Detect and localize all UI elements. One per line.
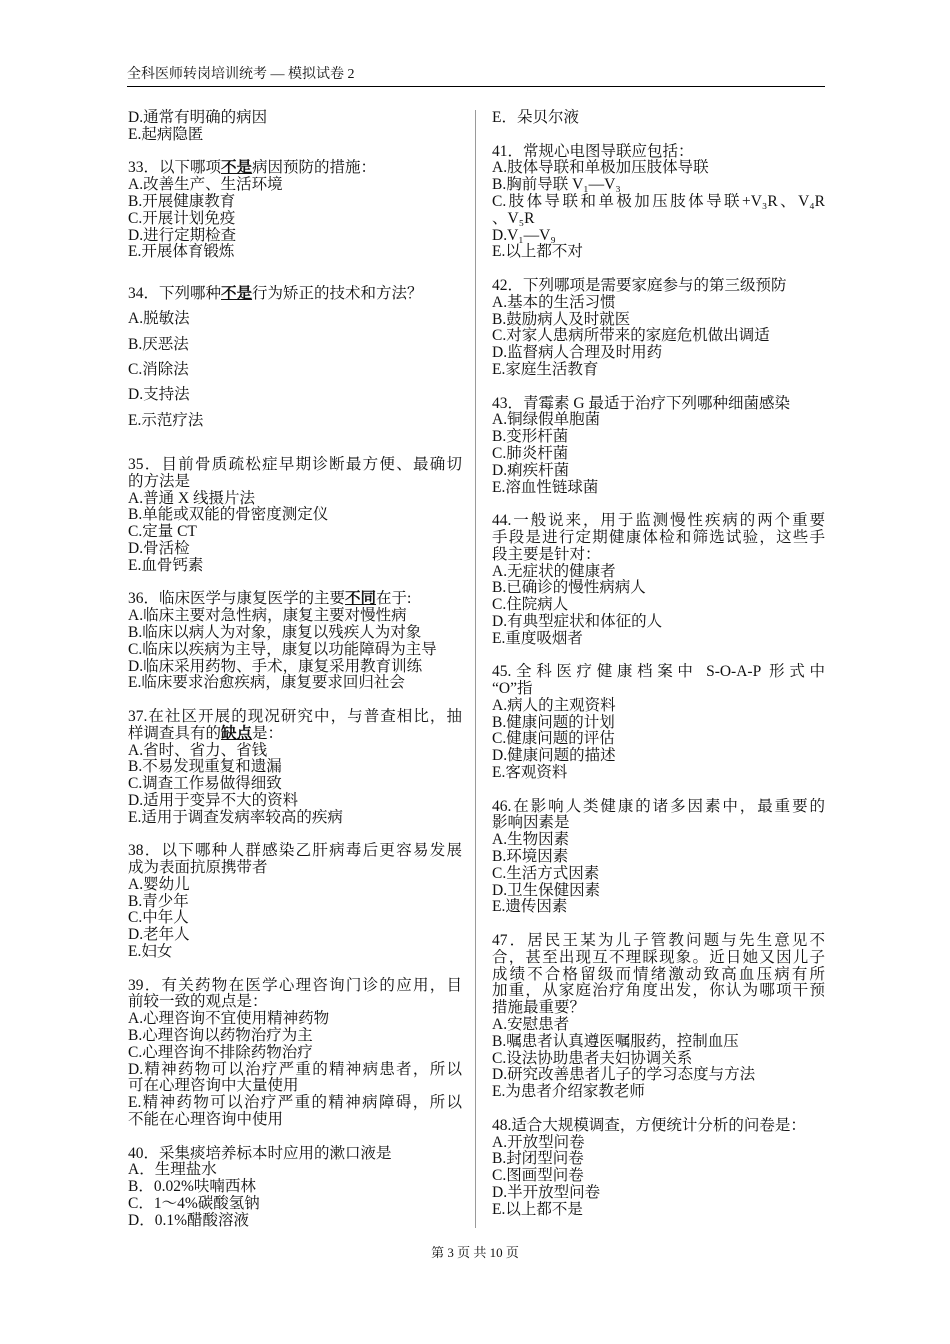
option-48-a: A.开放型问卷 [492, 1133, 585, 1151]
option-34-c: C.消除法 [128, 361, 189, 379]
option-40-d: D．0.1%醋酸溶液 [128, 1211, 249, 1229]
option-44-d: D.有典型症状和体征的人 [492, 612, 663, 630]
question-38 [128, 843, 462, 961]
question-39-stem: 前较一致的观点是： [128, 993, 268, 1011]
option-33-b: B.开展健康教育 [128, 192, 236, 210]
question-42 [492, 278, 825, 379]
option-45-a: A.病人的主观资料 [492, 696, 616, 714]
option-35-a: A.普通 X 线摄片法 [128, 489, 256, 507]
question-36-keyword: 不同 [345, 590, 377, 608]
question-46 [492, 799, 825, 917]
question-36-stem-text: 在于: [376, 590, 412, 608]
option-45-c: C.健康问题的评估 [492, 730, 615, 748]
question-41-stem: 41．常规心电图导联应包括： [492, 142, 694, 160]
question-46-stem: 影响因素是 [492, 814, 570, 832]
option-46-b: B.环境因素 [492, 848, 569, 866]
option-37-c: C.调查工作易做得细致 [128, 775, 282, 793]
option-44-c: C.住院病人 [492, 596, 569, 614]
option-41-d: D.V₁—V₉ [492, 226, 556, 244]
option-44-e: E.重度吸烟者 [492, 629, 583, 647]
option-43-b: B.变形杆菌 [492, 428, 569, 446]
question-35 [128, 457, 462, 575]
option-47-a: A.安慰患者 [492, 1016, 570, 1034]
question-43 [492, 396, 825, 497]
question-47-stem: 47．居民王某为儿子管教问题与先生意见不 [492, 932, 825, 950]
option-42-e: E.家庭生活教育 [492, 360, 599, 378]
option-41-a: A.肢体导联和单极加压肢体导联 [492, 159, 709, 177]
question-37-stem-text: 是： [252, 724, 284, 742]
question-36-stem [128, 591, 462, 608]
option-46-e: E.遗传因素 [492, 898, 568, 916]
question-39-stem: 39．有关药物在医学心理咨询门诊的应用，目 [128, 976, 462, 994]
option-39-d: D.精神药物可以治疗严重的精神病患者，所以 [128, 1060, 462, 1078]
option-41-c-continued: 、V₅R [492, 209, 535, 227]
question-34-stem [128, 281, 462, 306]
option-40-c: C．1～4%碳酸氢钠 [128, 1195, 260, 1213]
option-47-d: D.研究改善患者儿子的学习态度与方法 [492, 1066, 756, 1084]
option-45-e: E.客观资料 [492, 764, 568, 782]
question-47 [492, 933, 825, 1101]
option-48-c: C.图画型问卷 [492, 1167, 584, 1185]
question-41 [492, 144, 825, 262]
page-number: 第 3 页 共 10 页 [431, 1245, 519, 1260]
option-34-d: D.支持法 [128, 386, 190, 404]
question-34-stem-text: 34．下列哪种 [128, 285, 222, 303]
option-41-c: C.肢体导联和单极加压肢体导联+V₃R、V₄R [492, 192, 825, 210]
option-38-e: E.妇女 [128, 943, 173, 961]
option-38-a: A.婴幼儿 [128, 875, 190, 893]
question-33-stem-text: 病因预防的措施： [252, 159, 377, 177]
question-43-stem: 43．青霉素 G 最适于治疗下列哪种细菌感染 [492, 394, 790, 412]
option-46-c: C.生活方式因素 [492, 864, 600, 882]
option-33-e: E.开展体育锻炼 [128, 243, 235, 261]
option-40-b: B．0.02%呋喃西林 [128, 1178, 256, 1196]
question-40 [128, 1146, 462, 1230]
option-39-a: A.心理咨询不宜使用精神药物 [128, 1010, 330, 1028]
option-33-d: D.进行定期检查 [128, 226, 237, 244]
question-38-stem: 成为表面抗原携带者 [128, 859, 268, 877]
question-45 [492, 664, 825, 782]
option-36-d: D.临床采用药物、手术，康复采用教育训练 [128, 657, 423, 675]
question-38-stem: 38．以下哪种人群感染乙肝病毒后更容易发展 [128, 842, 462, 860]
option-35-c: C.定量 CT [128, 523, 197, 541]
option-33-a: A.改善生产、生活环境 [128, 176, 283, 194]
option-35-e: E.血骨钙素 [128, 556, 204, 574]
option-42-d: D.监督病人合理及时用药 [492, 344, 663, 362]
option-38-b: B.青少年 [128, 892, 189, 910]
option-38-d: D.老年人 [128, 926, 190, 944]
question-39 [128, 978, 462, 1129]
question-40-stem: 40．采集痰培养标本时应用的漱口液是 [128, 1144, 392, 1162]
option-39-b: B.心理咨询以药物治疗为主 [128, 1027, 313, 1045]
question-37-stem [128, 726, 462, 743]
option-41-e: E.以上都不对 [492, 243, 583, 261]
question-47-stem: 加重，从家庭治疗角度出发，你认为哪项干预 [492, 982, 825, 1000]
option-44-a: A.无症状的健康者 [492, 562, 616, 580]
option-35-d: D.骨活检 [128, 539, 190, 557]
option-48-d: D.半开放型问卷 [492, 1184, 601, 1201]
question-44-stem: 手段是进行定期健康体检和筛选试验，这些手 [492, 528, 825, 546]
option-34-e: E.示范疗法 [128, 411, 204, 429]
option-36-c: C.临床以疾病为主导，康复以功能障碍为主导 [128, 640, 437, 658]
option-36-e: E.临床要求治愈疾病，康复要求回归社会 [128, 674, 405, 692]
option-39-c: C.心理咨询不排除药物治疗 [128, 1043, 313, 1061]
option-33-c: C.开展计划免疫 [128, 209, 236, 227]
question-47-stem: 合，甚至出现互不理睬现象。近日她又因儿子 [492, 948, 825, 966]
question-37 [128, 709, 462, 827]
question-37-keyword: 缺点 [221, 724, 253, 742]
option-45-d: D.健康问题的描述 [492, 747, 616, 765]
option-48-e: E.以上都不是 [492, 1200, 583, 1218]
question-44 [492, 513, 825, 647]
question-33 [128, 160, 462, 261]
question-44-stem: 段主要是针对： [492, 545, 601, 563]
option-48-b: B.封闭型问卷 [492, 1150, 584, 1168]
continued-options [128, 110, 462, 144]
continued-option-d: D.通常有明确的病因 [128, 109, 268, 126]
option-46-d: D.卫生保健因素 [492, 881, 601, 899]
option-38-c: C.中年人 [128, 909, 189, 927]
column-divider [475, 110, 476, 1228]
header-title: 全科医师转岗培训统考 — 模拟试卷 2 [127, 67, 355, 82]
question-33-stem [128, 160, 462, 177]
question-35-stem: 的方法是 [128, 472, 191, 490]
option-47-b: B.嘱患者认真遵医嘱服药，控制血压 [492, 1032, 739, 1050]
continued-option-e: E.起病隐匿 [128, 125, 204, 143]
option-44-b: B.已确诊的慢性病病人 [492, 579, 646, 597]
option-37-b: B.不易发现重复和遗漏 [128, 758, 282, 776]
option-43-c: C.肺炎杆菌 [492, 444, 569, 462]
question-34 [128, 281, 462, 433]
option-42-b: B.鼓励病人及时就医 [492, 310, 631, 328]
option-41-b: B.胸前导联 V₁—V₃ [492, 176, 621, 194]
question-45-stem: 45.全科医疗健康档案中 S-O-A-P 形式中 [492, 663, 825, 681]
option-40-e: E．朵贝尔液 [492, 109, 579, 126]
option-36-b: B.临床以病人为对象，康复以残疾人为对象 [128, 623, 422, 641]
option-39-e: E.精神药物可以治疗严重的精神病障碍，所以 [128, 1094, 462, 1112]
question-36-stem-text: 36．临床医学与康复医学的主要 [128, 590, 346, 608]
option-36-a: A.临床主要对急性病，康复主要对慢性病 [128, 607, 407, 625]
option-37-a: A.省时、省力、省钱 [128, 741, 268, 759]
question-33-keyword: 不是 [221, 159, 253, 177]
option-42-c: C.对家人患病所带来的家庭危机做出调适 [492, 327, 770, 345]
question-47-stem: 成绩不合格留级而情绪激动致高血压病有所 [492, 965, 825, 983]
question-44-stem: 44.一般说来，用于监测慢性疾病的两个重要 [492, 512, 825, 530]
option-46-a: A.生物因素 [492, 831, 570, 849]
question-35-stem: 35．目前骨质疏松症早期诊断最方便、最确切 [128, 455, 462, 473]
left-column [128, 110, 462, 1230]
option-34-a: A.脱敏法 [128, 310, 190, 328]
question-37-stem: 37.在社区开展的现况研究中，与普查相比，抽 [128, 707, 462, 725]
option-40-a: A．生理盐水 [128, 1161, 217, 1179]
option-35-b: B.单能或双能的骨密度测定仪 [128, 506, 329, 524]
option-34-b: B.厌恶法 [128, 335, 189, 353]
question-42-stem: 42．下列哪项是需要家庭参与的第三级预防 [492, 276, 787, 294]
option-43-e: E.溶血性链球菌 [492, 478, 599, 496]
option-37-d: D.适用于变异不大的资料 [128, 791, 299, 809]
right-column [492, 110, 825, 1219]
question-48-stem: 48.适合大规模调查，方便统计分析的问卷是： [492, 1116, 806, 1134]
option-39-d-continued: 可在心理咨询中大量使用 [128, 1077, 299, 1095]
option-45-b: B.健康问题的计划 [492, 713, 615, 731]
question-34-keyword: 不是 [221, 285, 253, 303]
question-45-stem: “O”指 [492, 680, 533, 698]
question-36 [128, 591, 462, 692]
continued-options [492, 110, 825, 127]
header-rule [127, 86, 825, 87]
option-39-e-continued: 不能在心理咨询中使用 [128, 1111, 284, 1129]
question-37-stem-text: 样调查具有的 [128, 724, 222, 742]
option-47-e: E.为患者介绍家教老师 [492, 1083, 645, 1101]
question-34-stem-text: 行为矫正的技术和方法？ [252, 285, 423, 303]
option-42-a: A.基本的生活习惯 [492, 293, 616, 311]
option-43-a: A.铜绿假单胞菌 [492, 411, 601, 429]
option-43-d: D.痢疾杆菌 [492, 461, 570, 479]
option-47-c: C.设法协助患者夫妇协调关系 [492, 1049, 693, 1067]
question-47-stem: 措施最重要？ [492, 999, 586, 1017]
option-37-e: E.适用于调查发病率较高的疾病 [128, 808, 343, 826]
question-33-stem-text: 33．以下哪项 [128, 159, 222, 177]
question-46-stem: 46.在影响人类健康的诸多因素中，最重要的 [492, 797, 825, 815]
question-48 [492, 1118, 825, 1219]
